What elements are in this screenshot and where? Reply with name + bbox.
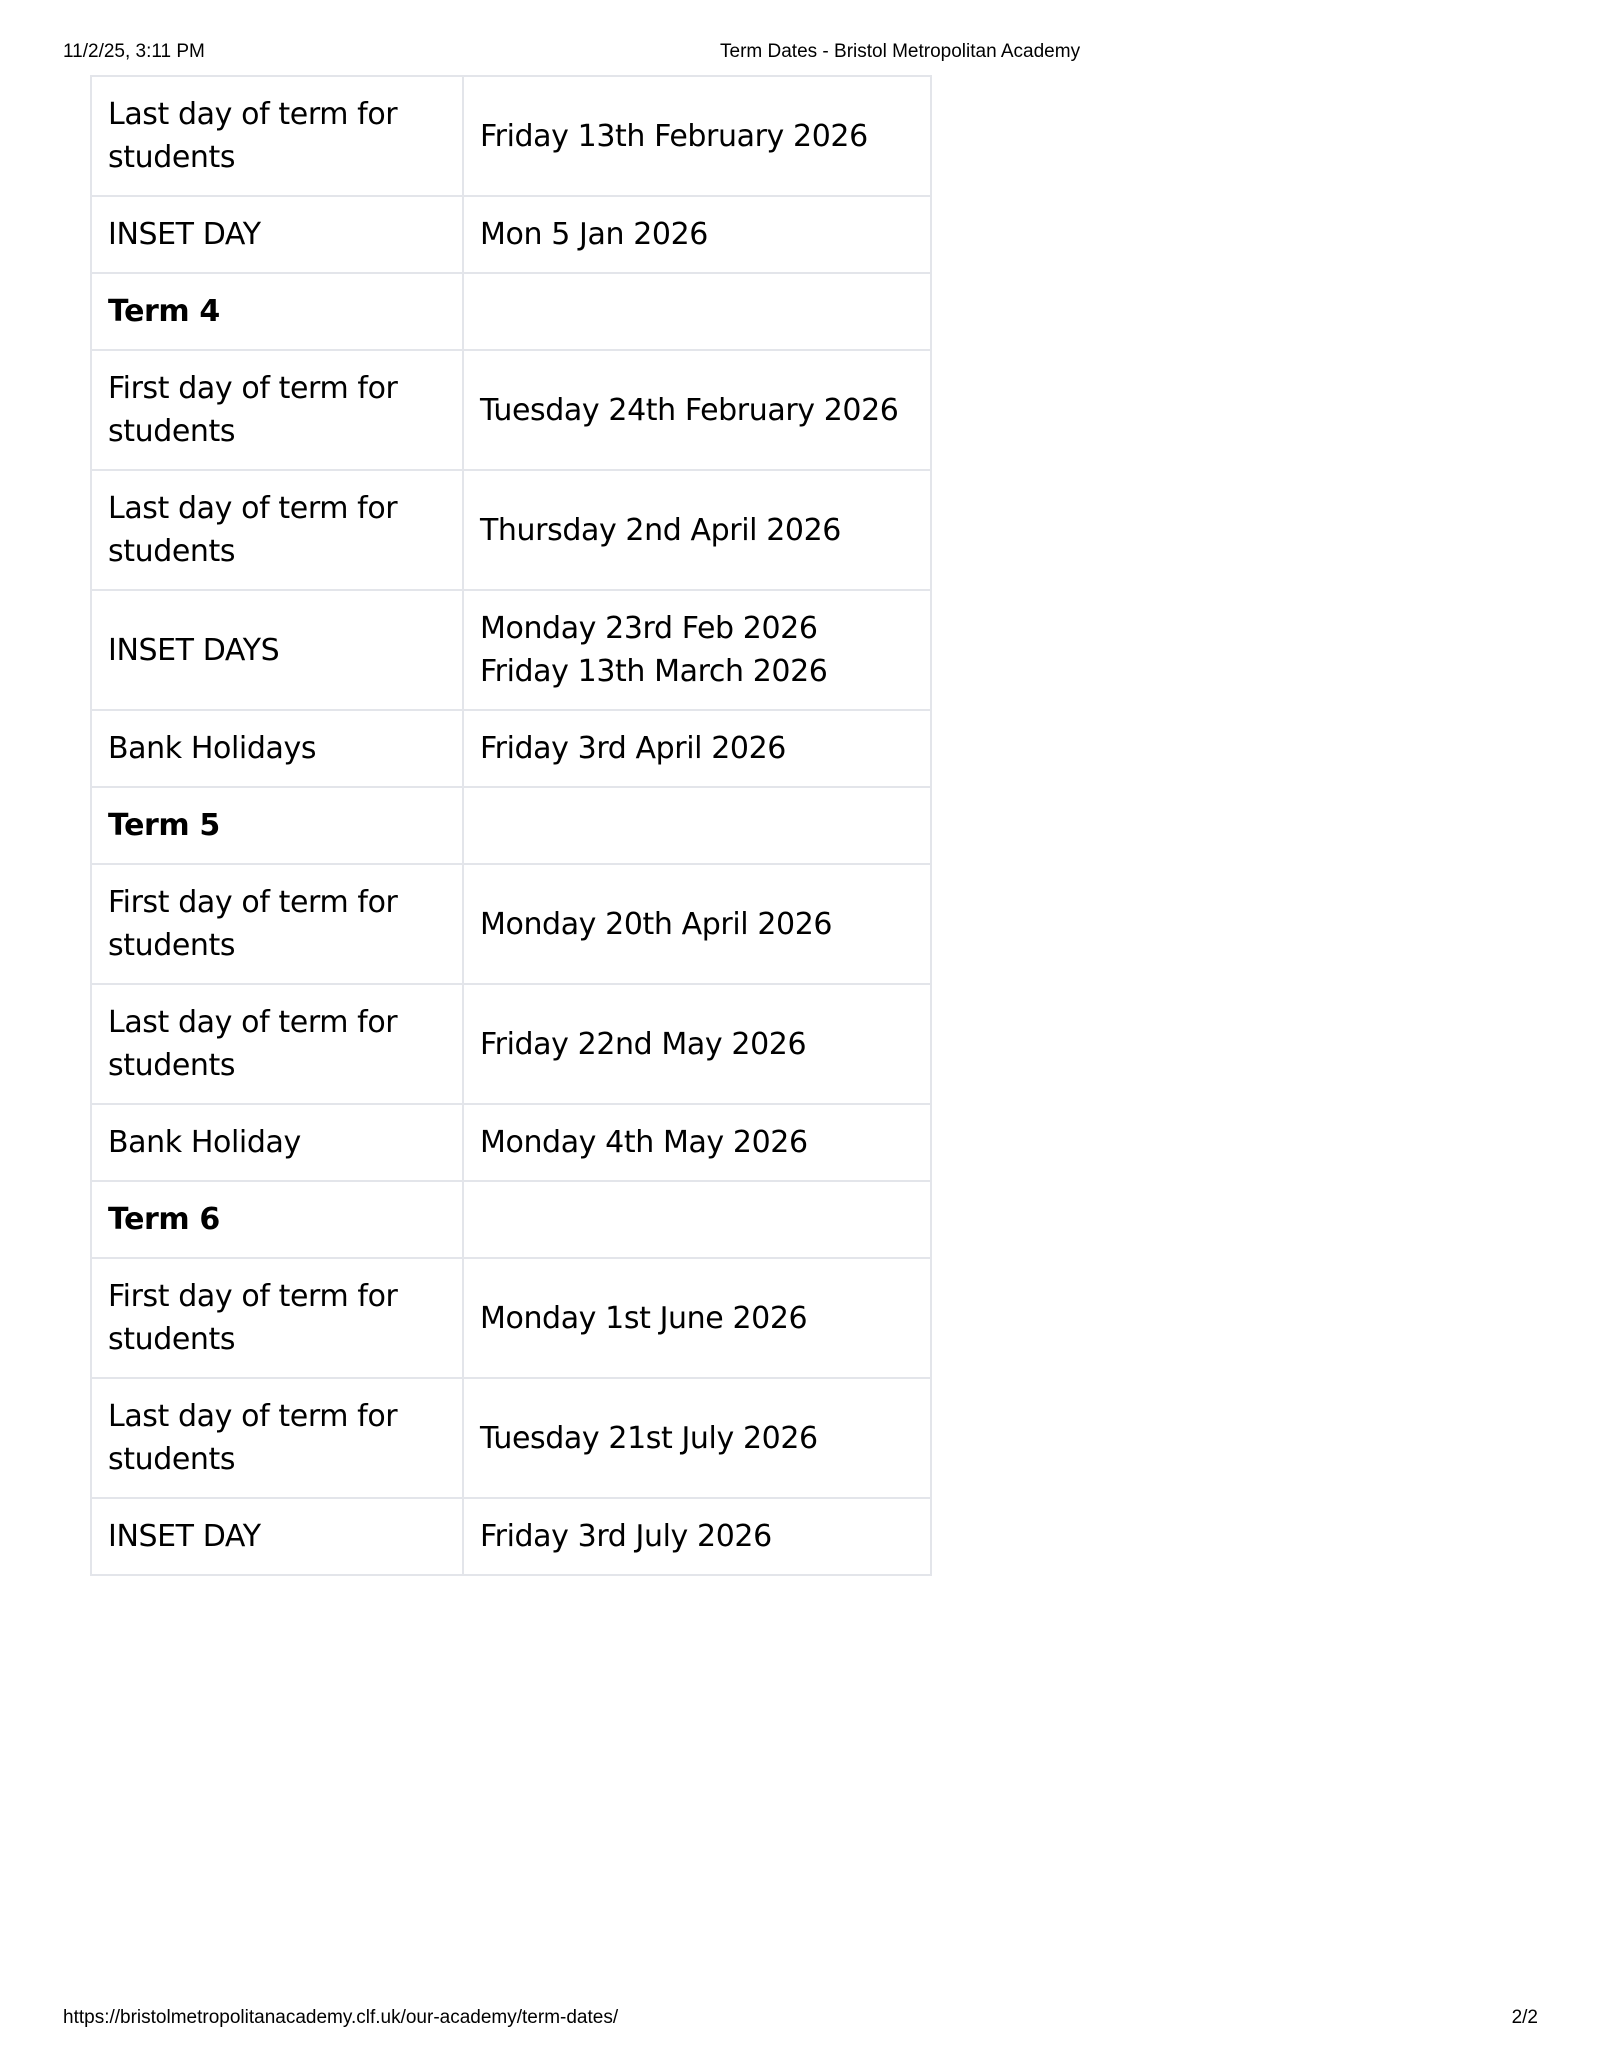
row-date: Tuesday 21st July 2026 [463, 1378, 931, 1498]
term-heading-row [91, 787, 931, 864]
term-heading-row [91, 1181, 931, 1258]
row-date [463, 1181, 931, 1258]
table-row [91, 710, 931, 787]
table-row [91, 76, 931, 196]
term-heading: Term 4 [91, 273, 463, 350]
row-label: Last day of term for students [91, 984, 463, 1104]
table-row [91, 1378, 931, 1498]
row-date: Friday 3rd July 2026 [463, 1498, 931, 1575]
row-date: Monday 4th May 2026 [463, 1104, 931, 1181]
row-label: INSET DAY [91, 1498, 463, 1575]
row-label: Bank Holidays [91, 710, 463, 787]
term-dates-table [90, 75, 932, 1576]
row-date [463, 590, 931, 710]
print-page-title: Term Dates - Bristol Metropolitan Academy [720, 41, 1081, 62]
row-date: Thursday 2nd April 2026 [463, 470, 931, 590]
table-row [91, 984, 931, 1104]
table-row [91, 196, 931, 273]
table-row [91, 590, 931, 710]
row-date: Monday 1st June 2026 [463, 1258, 931, 1378]
row-date: Tuesday 24th February 2026 [463, 350, 931, 470]
row-label: First day of term for students [91, 1258, 463, 1378]
row-label: First day of term for students [91, 864, 463, 984]
row-date: Friday 22nd May 2026 [463, 984, 931, 1104]
row-label: INSET DAY [91, 196, 463, 273]
row-label: Last day of term for students [91, 76, 463, 196]
print-page-number: 2/2 [1511, 2007, 1538, 2028]
table-row [91, 864, 931, 984]
print-url[interactable]: https://bristolmetropolitanacademy.clf.uk/our-academy/term-dates/ [63, 2007, 619, 2028]
term-heading: Term 5 [91, 787, 463, 864]
row-label: Last day of term for students [91, 1378, 463, 1498]
row-date-line: Friday 13th March 2026 [480, 654, 828, 689]
row-date: Friday 3rd April 2026 [463, 710, 931, 787]
table-row [91, 1498, 931, 1575]
table-row [91, 470, 931, 590]
row-date [463, 787, 931, 864]
row-date: Mon 5 Jan 2026 [463, 196, 931, 273]
table-row [91, 1104, 931, 1181]
row-label: First day of term for students [91, 350, 463, 470]
row-label: Bank Holiday [91, 1104, 463, 1181]
print-datetime: 11/2/25, 3:11 PM [63, 41, 205, 62]
table-row [91, 1258, 931, 1378]
row-date [463, 273, 931, 350]
row-date: Monday 20th April 2026 [463, 864, 931, 984]
row-label: INSET DAYS [91, 590, 463, 710]
row-date-line: Monday 23rd Feb 2026 [480, 611, 818, 646]
table-row [91, 350, 931, 470]
row-label: Last day of term for students [91, 470, 463, 590]
row-date: Friday 13th February 2026 [463, 76, 931, 196]
term-heading: Term 6 [91, 1181, 463, 1258]
term-heading-row [91, 273, 931, 350]
